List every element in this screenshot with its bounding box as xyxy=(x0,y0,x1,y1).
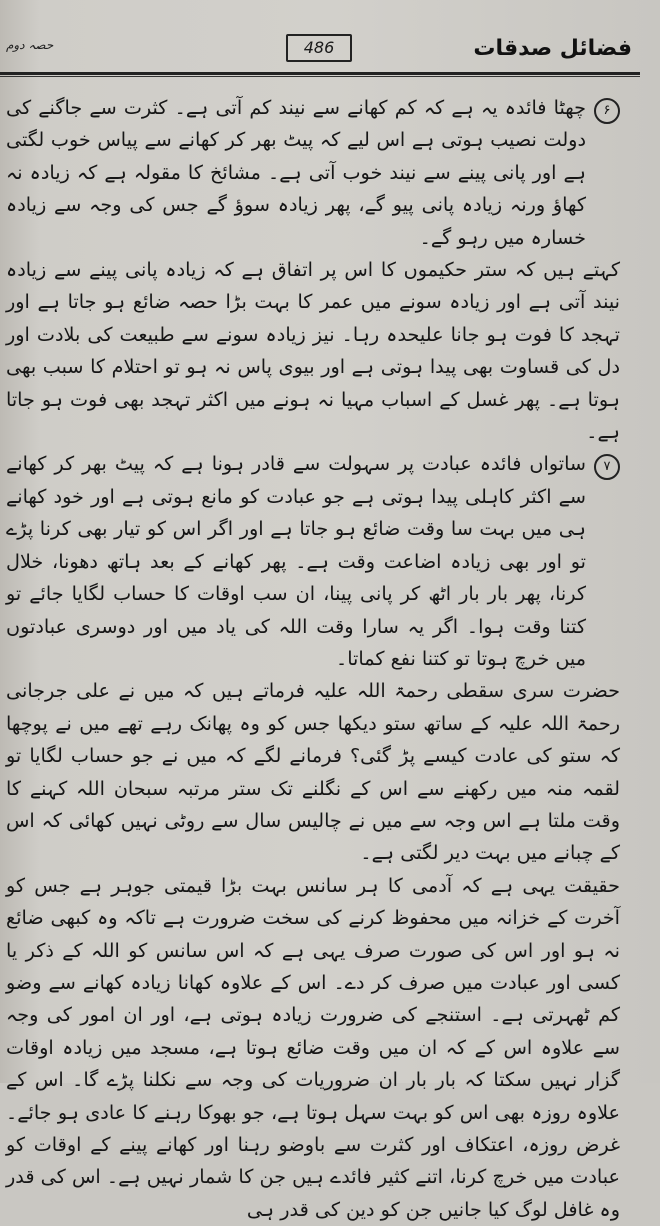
paragraph-text: کہتے ہیں کہ ستر حکیموں کا اس پر اتفاق ہے کہ زیادہ پانی پینے سے زیادہ نیند آتی ہے اور زیادہ سونے میں عمر کا بہت بڑا حصہ ضائع ہو جاتا ہے اور تہجد کا فوت ہو جانا علیحدہ رہا۔ نیز زیادہ سونے سے طبیعت کی بلادت اور دل کی قساوت بھی پیدا ہوتی ہے اور بیوی پاس نہ ہو تو احتلام کا سبب بھی ہوتا ہے۔ پھر غسل کے اسباب مہیا نہ ہونے میں اکثر تہجد بھی فوت ہو جاتا ہے۔ xyxy=(6,258,620,444)
paragraph-text: حضرت سری سقطی رحمۃ اللہ علیہ فرماتے ہیں کہ میں نے علی جرجانی رحمۃ اللہ علیہ کے ساتھ ستو دیکھا جس کو وہ پھانک رہے تھے میں نے پوچھا کہ ستو کی عادت کیسے پڑ گئی؟ فرمانے لگے کہ میں نے جو حساب لگایا تو لقمہ منہ میں رکھنے سے اس کے نگلنے تک ستر مرتبہ سبحان اللہ کہنے کا وقت ملتا ہے اس وجہ سے میں نے چالیس سال سے روٹی نہیں کھائی کہ اس کے چبانے میں بہت دیر لگتی ہے۔ xyxy=(6,679,620,865)
page-number: 486 xyxy=(286,34,352,62)
header-divider xyxy=(0,72,640,75)
paragraph-haqiqat xyxy=(6,870,620,1226)
paragraph-text: چھٹا فائدہ یہ ہے کہ کم کھانے سے نیند کم آتی ہے۔ کثرت سے جاگنے کی دولت نصیب ہوتی ہے اس لیے کہ پیٹ بھر کر کھانے سے پیاس خوب لگتی ہے اور پانی پینے سے نیند خوب آتی ہے۔ مشائخ کا مقولہ ہے کہ زیادہ نہ کھاؤ ورنہ زیادہ پانی پیو گے، پھر زیادہ سوؤ گے جس کی وجہ سے زیادہ خسارہ میں رہو گے۔ xyxy=(6,96,586,249)
page-header xyxy=(0,30,660,74)
paragraph-6 xyxy=(6,92,620,254)
page-body xyxy=(6,92,620,1221)
paragraph-sari-saqati xyxy=(6,675,620,869)
paragraph-text: حقیقت یہی ہے کہ آدمی کا ہر سانس بہت بڑا قیمتی جوہر ہے جس کو آخرت کے خزانہ میں محفوظ کرنے کی سخت ضرورت ہے تاکہ وہ کبھی ضائع نہ ہو اور اس کی صورت صرف یہی ہے کہ اس سانس کو اللہ کے ذکر یا کسی اور عبادت میں صرف کر دے۔ اس کے علاوہ کھانا زیادہ کھانے سے وضو کم ٹھہرتی ہے۔ استنجے کی ضرورت زیادہ ہوتی ہے، اور ان امور کی وجہ سے علاوہ اس کے کہ ان میں وقت ضائع ہوتا ہے، مسجد میں زیادہ اوقات گزار نہیں سکتا کہ بار بار ان ضروریات کی وجہ سے نکلنا پڑے گا۔ اس کے علاوہ روزہ بھی اس کو بہت سہل ہوتا ہے، جو بھوکا رہنے کا عادی ہو جائے۔ غرض روزہ، اعتکاف اور کثرت سے باوضو رہنا اور کھانے پینے کے اوقات کو عبادت میں خرچ کرنا، اتنے کثیر فائدے ہیں جن کا شمار نہیں ہے۔ اس کی قدر وہ غافل لوگ کیا جانیں جن کو دین کی قدر ہی xyxy=(6,873,620,1221)
paragraph-number-badge: ۶ xyxy=(594,98,620,124)
part-label: حصہ دوم xyxy=(6,38,54,52)
paragraph-7 xyxy=(6,448,620,675)
paragraph-hukama xyxy=(6,254,620,448)
paragraph-number-badge: ۷ xyxy=(594,454,620,480)
paragraph-text: ساتواں فائدہ عبادت پر سہولت سے قادر ہونا ہے کہ پیٹ بھر کر کھانے سے اکثر کاہلی پیدا ہوتی ہے جو عبادت کو مانع ہوتی ہے اور خود کھانے ہی میں بہت سا وقت ضائع ہو جاتا ہے اور اگر اس کو تیار بھی کرنا پڑے تو اور بھی زیادہ اضاعت وقت ہے۔ پھر کھانے کے بعد ہاتھ دھونا، خلال کرنا، پھر بار بار اٹھ کر پانی پینا، ان سب اوقات کا حساب لگایا جائے تو کتنا وقت ہوا۔ اگر یہ سارا وقت اللہ کی یاد میں اور دوسری عبادتوں میں خرچ ہوتا تو کتنا نفع کماتا۔ xyxy=(6,452,586,670)
book-title: فضائل صدقات xyxy=(473,36,632,61)
header-divider-thin xyxy=(0,76,640,77)
